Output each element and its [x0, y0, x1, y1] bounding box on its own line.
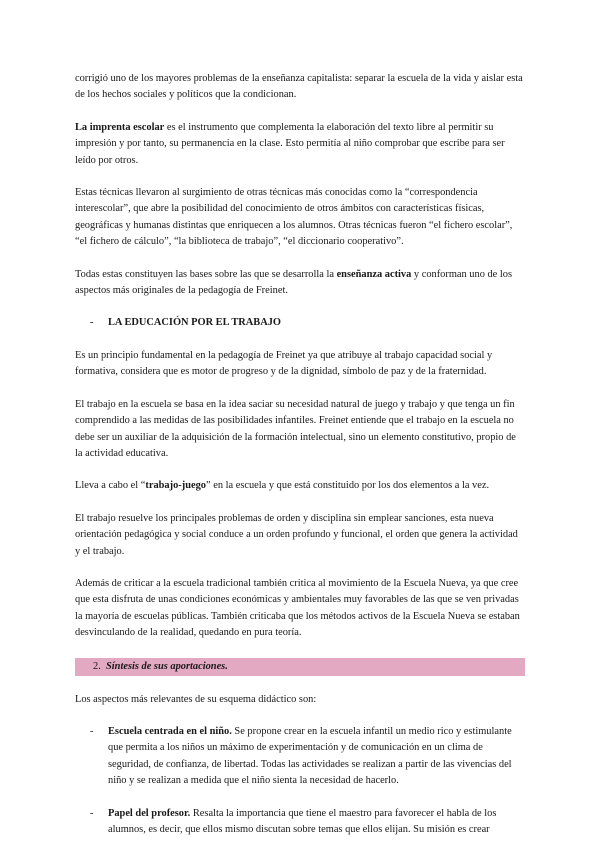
highlighted-section-text: Síntesis de sus aportaciones. — [106, 660, 228, 672]
section-heading — [75, 315, 525, 331]
list-item-profesor-text: Resalta la importancia que tiene el maestro para favorecer el habla de los alumnos, es decir, que ellos mismo discutan sobre temas que ellos elijan. Su misión es crear — [108, 807, 497, 835]
list-dash: - — [90, 725, 94, 737]
term-papel-profesor: Papel del profesor. — [108, 807, 191, 819]
section-dash: - — [90, 317, 94, 329]
term-trabajo-juego: trabajo-juego — [145, 480, 206, 492]
paragraph-escuela-nueva: Además de criticar a la escuela tradicional también critica al movimiento de la Escuela Nueva, ya que cree que esta disfruta de unas condiciones económicas y ambientales muy favorables de las que se ven privadas la mayoría de escuelas públicas. También criticaba que los métodos activos de la Escuela Nueva se estaban desvinculando de la realidad, quedando en pura teoría. — [75, 577, 520, 639]
paragraph-trabajo-juego — [75, 478, 525, 494]
paragraph-1: corrigió uno de los mayores problemas de la enseñanza capitalista: separar la escuela de la vida y aislar esta de los hechos sociales y políticos que la condicionan. — [75, 73, 523, 101]
list-item-escuela-centrada — [75, 724, 525, 790]
paragraph-trabajo-escuela: El trabajo en la escuela se basa en la idea saciar su necesidad natural de juego y trabajo y que tenga un fin comprendido a las medidas de las posibilidades infantiles. Freinet entiende que el trabajo en la escuela no debe ser un auxiliar de la adquisición de la formación intelectual, sino un elemento constitutivo, propio de la actividad educativa. — [75, 398, 516, 459]
paragraph-imprenta-text: es el instrumento que complementa la elaboración del texto libre al permitir su impresión y por tanto, su permanencia en la clase. Esto permitía al niño comprobar que escribe para ser leído por otros. — [75, 121, 505, 166]
paragraph-tecnicas: Estas técnicas llevaron al surgimiento de otras técnicas más conocidas como la “correspondencia interescolar”, que abre la posibilidad del conocimiento de otros ámbitos con características físicas, geográficas y humanas distintas que enriquecen a los alumnos. Otras técnicas fueron “el fichero escolar”, “el fichero de cálculo”, “la biblioteca de trabajo”, “el diccionario cooperativo”. — [75, 187, 513, 248]
paragraph-ensenanza-activa — [75, 267, 525, 300]
list-item-papel-profesor — [75, 806, 525, 839]
list-dash: - — [90, 807, 94, 819]
section-heading-text: LA EDUCACIÓN POR EL TRABAJO — [108, 317, 282, 329]
paragraph-tj-end: ” en la escuela y que está constituido por los dos elementos a la vez. — [206, 480, 490, 492]
term-escuela-centrada: Escuela centrada en el niño. — [108, 725, 232, 737]
list-item-escuela-text: Se propone crear en la escuela infantil un medio rico y estimulante que permita a los niños un máximo de experimentación y de comunicación en un clima de seguridad, de confianza, de libertad. Todas las actividades se realizan a partir de las vivencias del niño y se realizan a medida que el niño sienta la necesidad de hacerlo. — [108, 725, 512, 787]
section-number: 2. — [93, 660, 101, 672]
document-body — [75, 71, 525, 838]
paragraph-ea-start: Todas estas constituyen las bases sobre las que se desarrolla la — [75, 268, 337, 280]
paragraph-aspectos: Los aspectos más relevantes de su esquema didáctico son: — [75, 693, 317, 705]
paragraph-imprenta — [75, 120, 525, 169]
highlighted-section-title — [75, 658, 525, 676]
term-ensenanza-activa: enseñanza activa — [336, 268, 412, 280]
paragraph-orden-disciplina: El trabajo resuelve los principales problemas de orden y disciplina sin emplear sanciones, esta nueva orientación pedagógica y social conduce a un orden profundo y funcional, el orden que genera la actividad y el trabajo. — [75, 512, 518, 557]
paragraph-ea-end: y conforman uno de los aspectos más originales de la pedagogía de Freinet. — [75, 268, 513, 297]
paragraph-tj-start: Lleva a cabo el “ — [75, 480, 146, 492]
term-imprenta-escolar: La imprenta escolar — [75, 121, 165, 133]
paragraph-principio: Es un principio fundamental en la pedagogía de Freinet ya que atribuye al trabajo capacidad social y formativa, considera que es motor de progreso y de la dignidad, símbolo de paz y de la fraternidad. — [75, 349, 493, 378]
